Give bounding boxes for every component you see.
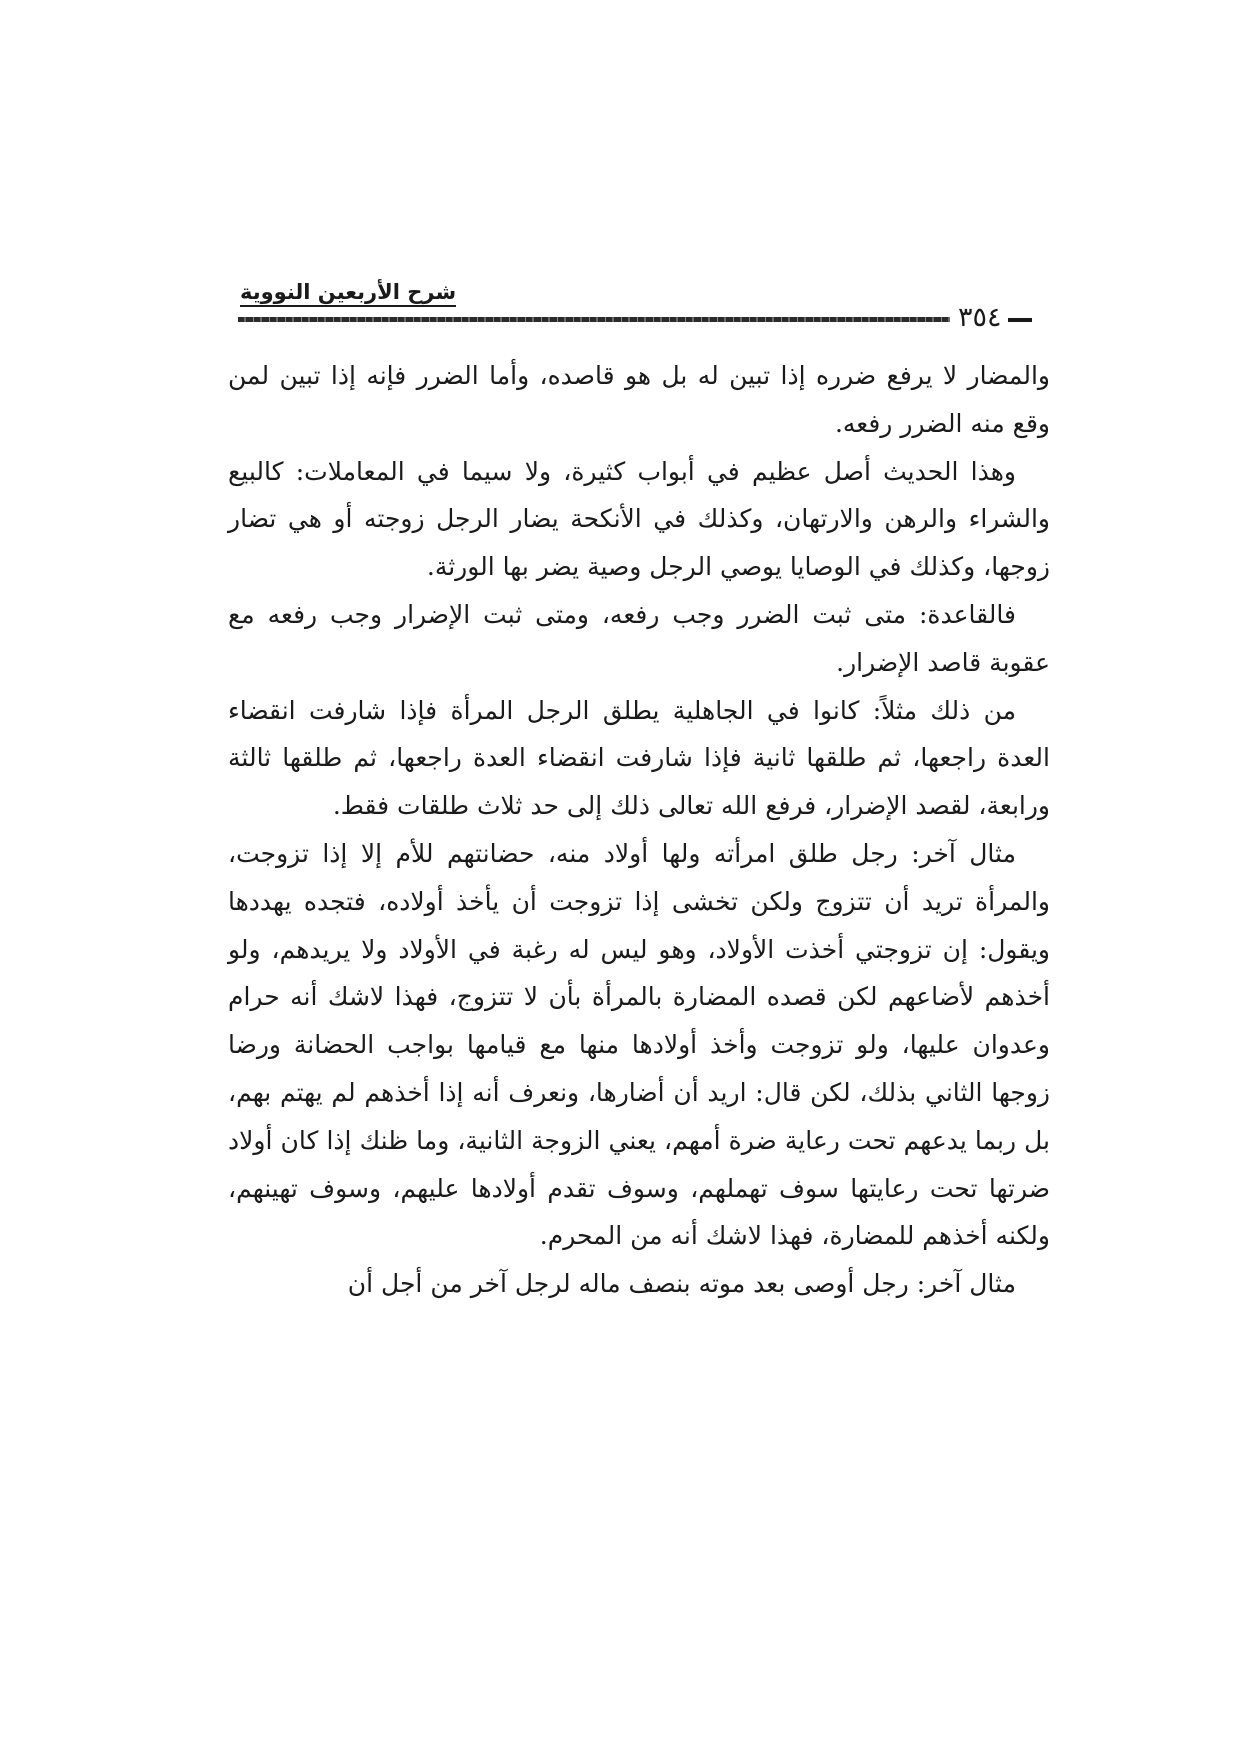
page-number: ٣٥٤ bbox=[958, 302, 1002, 333]
paragraph-example-custody: مثال آخر: رجل طلق امرأته ولها أولاد منه، حضانتهم للأم إلا إذا تزوجت، والمرأة تريد أن تتزوج ولكن تخشى إذا تزوجت أن يأخذ أولاده، فتجده يهددها ويقول: إن تزوجتي أخذت الأولاد، وهو ليس له رغبة في الأولاد ولا يريدهم، ولو أخذهم لأضاعهم لكن قصده المضارة بالمرأة بأن لا تتزوج، فهذا لاشك أنه حرام وعدوان عليها، ولو تزوجت وأخذ أولادها منها مع قيامها بواجب الحضانة ورضا زوجها الثاني بذلك، لكن قال: اريد أن أضارها، ونعرف أنه إذا أخذهم لم يهتم بهم، بل ربما يدعهم تحت رعاية ضرة أمهم، يعني الزوجة الثانية، وما ظنك إذا كان أولاد ضرتها تحت رعايتها سوف تهملهم، وسوف تقدم أولادها عليهم، وسوف تهينهم، ولكنه أخذهم للمضارة، فهذا لاشك أنه من المحرم. bbox=[228, 838, 1050, 1251]
page-number-dash bbox=[1008, 318, 1032, 322]
paragraph-rule: فالقاعدة: متى ثبت الضرر وجب رفعه، ومتى ثبت الإضرار وجب رفعه مع عقوبة قاصد الإضرار. bbox=[228, 599, 1050, 677]
paragraph-hadith-importance: وهذا الحديث أصل عظيم في أبواب كثيرة، ولا سيما في المعاملات: كالبيع والشراء والرهن والارتهان، وكذلك في الأنكحة يضار الرجل زوجته أو هي تضار زوجها، وكذلك في الوصايا يوصي الرجل وصية يضر بها الورثة. bbox=[228, 456, 1050, 582]
body-text bbox=[228, 352, 1050, 1308]
paragraph-example-divorce: من ذلك مثلاً: كانوا في الجاهلية يطلق الرجل المرأة فإذا شارفت انقضاء العدة راجعها، ثم طلقها ثانية فإذا شارفت انقضاء العدة راجعها، ثم طلقها ثالثة ورابعة، لقصد الإضرار، فرفع الله تعالى ذلك إلى حد ثلاث طلقات فقط. bbox=[228, 695, 1050, 821]
book-title: شرح الأربعين النووية bbox=[240, 280, 456, 307]
header-rule bbox=[238, 317, 950, 322]
page-header bbox=[232, 272, 1048, 332]
paragraph-example-will: مثال آخر: رجل أوصى بعد موته بنصف ماله لرجل آخر من أجل أن bbox=[347, 1269, 1016, 1299]
paragraph-continuation: والمضار لا يرفع ضرره إذا تبين له بل هو قاصده، وأما الضرر فإنه إذا تبين لمن وقع منه الضرر رفعه. bbox=[228, 361, 1050, 438]
